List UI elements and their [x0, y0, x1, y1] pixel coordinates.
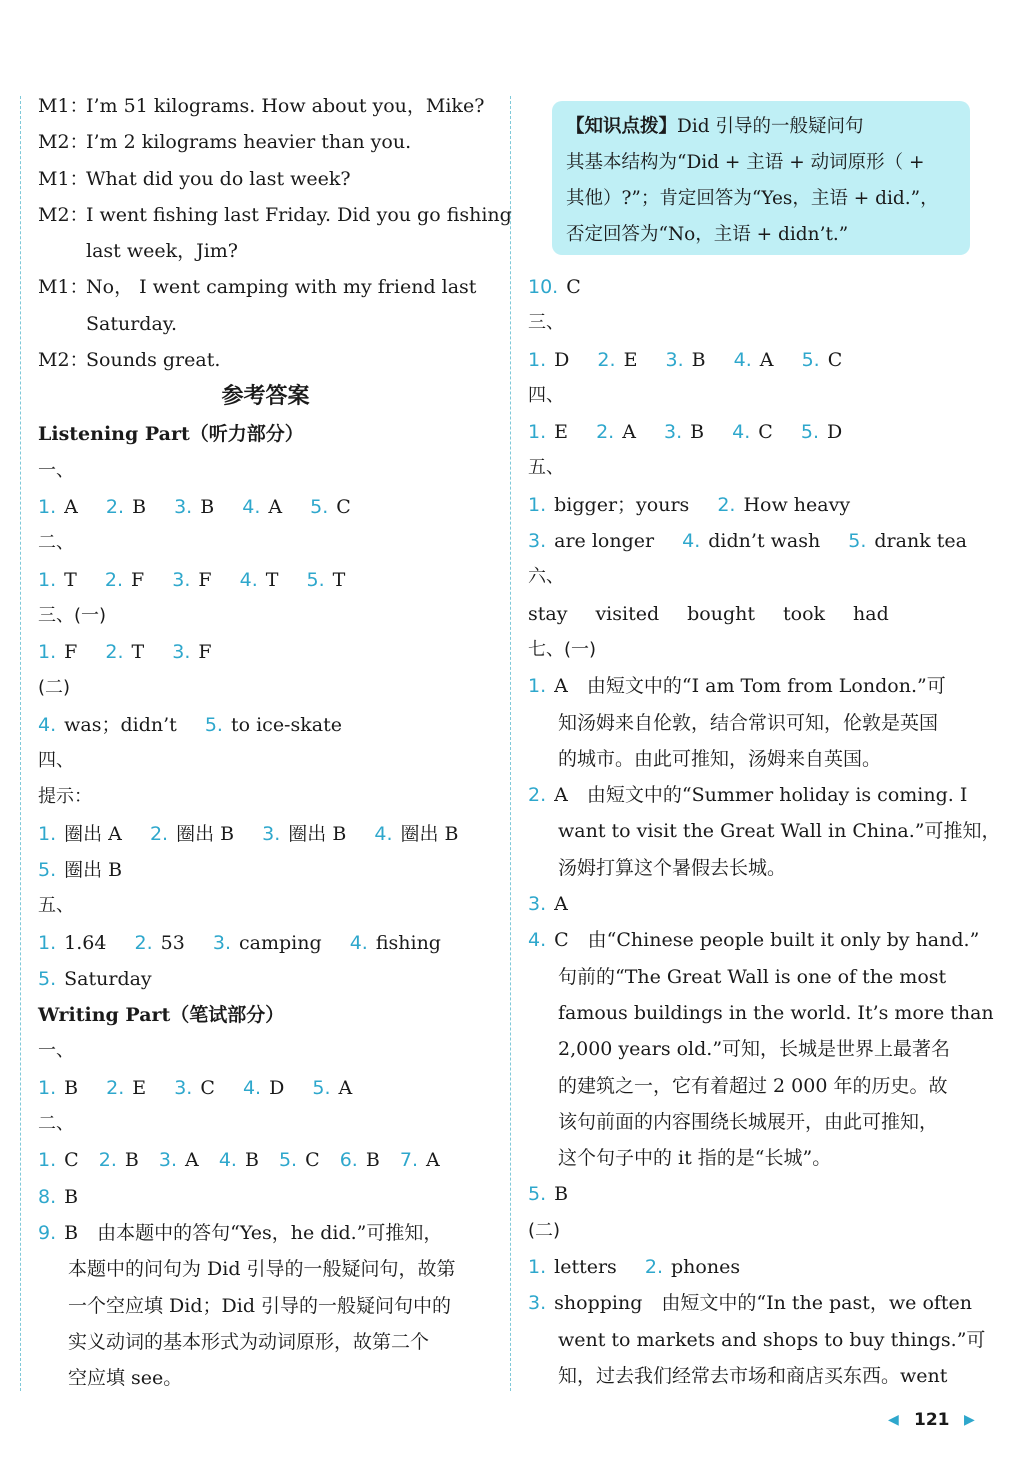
speaker: M1：: [38, 95, 89, 117]
section-label: 六、: [528, 566, 564, 588]
dialogue-line: I’m 2 kilograms heavier than you.: [86, 131, 412, 154]
speaker: M1：: [38, 167, 89, 190]
dialogue-line: No， I went camping with my friend last: [86, 276, 477, 299]
prev-page-icon: ◀: [888, 1412, 899, 1428]
speaker: M1：: [38, 276, 89, 299]
dialogue-line: I’m 51 kilograms. How about you，Mike?: [86, 95, 485, 117]
answer-row: 1. 1.64 2. 53 3. camping 4. fishing: [38, 931, 441, 954]
section-label: 二、: [38, 1113, 74, 1135]
answer-row: 4. was；didn’t 5. to ice-skate: [38, 713, 342, 736]
dialogue-line: Saturday.: [86, 312, 178, 335]
answer-row: 5. Saturday: [38, 967, 152, 990]
section-label: 一、: [38, 1040, 74, 1062]
writing-part-title: Writing Part（笔试部分）: [38, 1004, 285, 1027]
section-label: 三、: [528, 312, 564, 334]
reading-q5: 5. B: [528, 1183, 569, 1206]
dialogue-line: I went fishing last Friday. Did you go fishing: [86, 203, 512, 226]
answer-row: 10. C: [528, 276, 581, 298]
speaker: M2：: [38, 203, 89, 226]
reading-q1: 1. A 由短文中的“I am Tom from London.”可 知汤姆来自伦敦，结合常识可知，伦敦是英国 的城市。由此可推知，汤姆来自英国。: [528, 675, 946, 770]
hint-label: 提示：: [38, 786, 92, 808]
right-column: [528, 269, 1001, 1394]
left-margin-divider: [20, 96, 21, 1391]
dialogue-line: Sounds great.: [86, 349, 221, 372]
answer-row: 1. B 2. E 3. C 4. D 5. A: [38, 1076, 353, 1099]
answer-row: 1. 圈出 A 2. 圈出 B 3. 圈出 B 4. 圈出 B: [38, 822, 459, 845]
answers-title: 参考答案: [221, 384, 310, 410]
dialogue-line: last week，Jim?: [86, 240, 238, 263]
section-label: 七、(一): [528, 638, 597, 660]
section-label: 二、: [38, 532, 74, 554]
answer-row: 1. C 2. B 3. A 4. B 5. C 6. B 7. A: [38, 1149, 440, 1172]
reading-q2: 2. A 由短文中的“Summer holiday is coming. I want to visit the Great Wall in China.”可推知， 汤姆打算这个暑假去长城。: [528, 784, 1001, 879]
word-row: stay visited bought took had: [528, 602, 889, 625]
answer-row: 5. 圈出 B: [38, 858, 123, 881]
answer-row: 1. T 2. F 3. F 4. T 5. T: [38, 568, 346, 591]
page-number: 121: [914, 1410, 950, 1430]
answer-row: 1. D 2. E 3. B 4. A 5. C: [528, 348, 843, 371]
section-label: 四、: [528, 384, 564, 406]
next-page-icon: ▶: [964, 1412, 975, 1428]
answer-row: 1. letters 2. phones: [528, 1256, 741, 1279]
dialogue: [38, 88, 512, 378]
section-label: 三、(一): [38, 604, 107, 626]
answer-row: 1. bigger；yours 2. How heavy: [528, 493, 851, 516]
section-label: 一、: [38, 459, 74, 481]
knowledge-tip-box: 【知识点拨】Did 引导的一般疑问句 其基本结构为“Did + 主语 + 动词原形（ + 其他）?”；肯定回答为“Yes，主语 + did.”， 否定回答为“No，主语 + didn’t.”: [552, 101, 970, 255]
section-label: 五、: [38, 895, 74, 917]
section-label: 四、: [38, 750, 74, 772]
question-9-explanation: 9. B 由本题中的答句“Yes，he did.”可推知， 本题中的问句为 Did 引导的一般疑问句，故第 一个空应填 Did；Did 引导的一般疑问句中的 实义动词的基本形式为动词原形，故第二个 空应填 see。: [38, 1221, 456, 1390]
tip-label: 【知识点拨】: [566, 116, 678, 137]
section-label: 五、: [528, 457, 564, 479]
answer-row: 1. F 2. T 3. F: [38, 641, 212, 664]
section-label: (二): [38, 677, 71, 699]
answer-row: 8. B: [38, 1185, 79, 1208]
left-column: [38, 88, 512, 1396]
speaker: M2：: [38, 131, 89, 154]
listening-part-title: Listening Part（听力部分）: [38, 423, 304, 446]
dialogue-line: What did you do last week?: [86, 167, 351, 190]
answer-row: 1. A 2. B 3. B 4. A 5. C: [38, 495, 351, 518]
reading-q4: 4. C 由“Chinese people built it only by hand.” 句前的“The Great Wall is one of the most famous buildings in the world. It’s more than 2,000 years old.”可知，长城是世界上最著名 的建筑之一，它有着超过 2 000 年的历史。故 该句前面的内容围绕长城展开，由此可推知， 这个句子中的 it 指的是“长城”。: [528, 929, 994, 1170]
answer-row: 3. are longer 4. didn’t wash 5. drank tea: [528, 530, 967, 553]
page-footer: [888, 1410, 978, 1436]
reading-b-q3: 3. shopping 由短文中的“In the past，we often went to markets and shops to buy things.”可 知，过去我们经常去市场和商店买东西。went: [528, 1292, 986, 1387]
section-label: (二): [528, 1219, 561, 1241]
column-divider: [510, 96, 511, 1391]
reading-q3: 3. A: [528, 893, 568, 916]
speaker: M2：: [38, 349, 89, 372]
answer-row: 1. E 2. A 3. B 4. C 5. D: [528, 421, 843, 444]
